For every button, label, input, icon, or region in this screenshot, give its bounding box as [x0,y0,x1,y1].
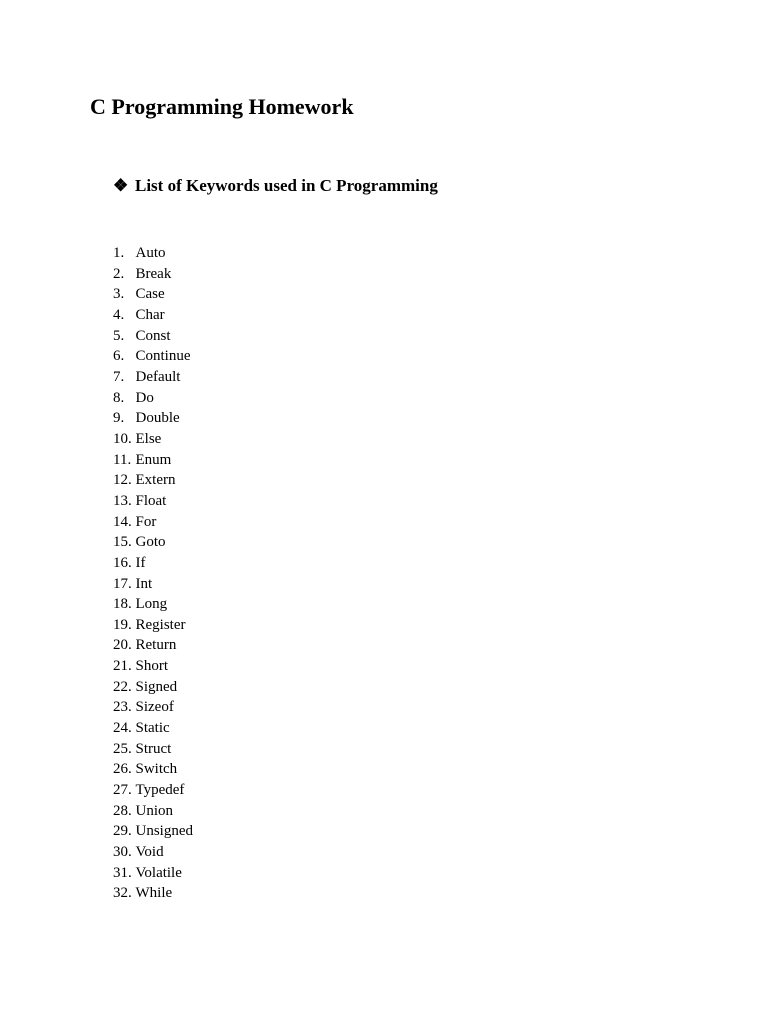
list-item-number: 21. [113,658,132,675]
list-item-number: 11. [113,451,132,468]
list-item [113,635,193,656]
list-item-number: 24. [113,720,132,737]
list-item-label: Struct [135,740,172,757]
list-item-label: Long [135,596,168,613]
list-item [113,574,193,595]
list-item-number: 18. [113,596,132,613]
list-item-label: Extern [135,472,176,489]
list-item-label: Unsigned [135,823,193,840]
list-item-label: Void [135,844,164,861]
diamond-bullet-icon: ❖ [113,176,129,195]
keyword-list [113,243,193,904]
list-item-label: Goto [135,534,166,551]
list-item [113,759,193,780]
list-item [113,697,193,718]
list-item-label: Switch [135,761,178,778]
list-item-label: Volatile [135,864,182,881]
list-item [113,821,193,842]
list-item-number: 9. [113,410,125,427]
list-item-number: 16. [113,554,132,571]
list-item [113,532,193,553]
list-item-number: 30. [113,844,132,861]
list-item [113,739,193,760]
list-item-label: Signed [135,678,178,695]
list-item-number: 1. [113,245,125,261]
list-item-label: Double [135,410,180,427]
list-item-number: 12. [113,472,132,489]
list-item-number: 32. [113,885,132,902]
list-item [113,243,193,264]
list-item-number: 20. [113,637,132,654]
list-item-label: Do [135,389,154,406]
list-item-label: Static [135,720,170,737]
section-heading-text: List of Keywords used in C Programming [135,176,438,195]
list-item [113,305,193,326]
list-item-number: 14. [113,513,132,530]
list-item-label: Typedef [135,782,185,799]
list-item-label: Const [135,327,171,344]
list-item-label: While [135,885,173,902]
list-item-label: For [135,513,157,530]
list-item [113,512,193,533]
list-item-number: 31. [113,864,132,881]
list-item [113,326,193,347]
list-item [113,408,193,429]
list-item-number: 19. [113,616,132,633]
list-item-number: 6. [113,348,125,365]
list-item-number: 27. [113,782,132,799]
list-item [113,594,193,615]
list-item-label: Break [135,265,172,282]
list-item-label: Int [135,575,153,592]
list-item-number: 25. [113,740,132,757]
list-item [113,284,193,305]
list-item [113,367,193,388]
list-item [113,615,193,636]
list-item-number: 15. [113,534,132,551]
list-item-number: 28. [113,802,132,819]
list-item-number: 13. [113,492,132,509]
list-item-label: Sizeof [135,699,174,716]
section-heading [113,174,438,198]
list-item-number: 4. [113,306,125,323]
list-item [113,801,193,822]
list-item [113,264,193,285]
list-item [113,656,193,677]
list-item-number: 5. [113,327,125,344]
list-item [113,388,193,409]
list-item-number: 7. [113,368,125,385]
list-item-number: 3. [113,286,125,303]
list-item [113,553,193,574]
list-item [113,429,193,450]
list-item-label: Else [135,430,162,447]
list-item-number: 2. [113,265,125,282]
list-item-label: Union [135,802,173,819]
list-item-number: 26. [113,761,132,778]
list-item-number: 29. [113,823,132,840]
list-item-label: Continue [135,348,191,365]
list-item-label: Return [135,637,177,654]
list-item [113,450,193,471]
list-item-number: 17. [113,575,132,592]
list-item-number: 10. [113,430,132,447]
list-item-label: Char [135,306,165,323]
list-item-label: If [135,554,146,571]
list-item-label: Float [135,492,167,509]
list-item-label: Case [135,286,165,303]
list-item [113,883,193,904]
list-item [113,491,193,512]
list-item-number: 22. [113,678,132,695]
list-item [113,863,193,884]
list-item [113,842,193,863]
list-item-label: Register [135,616,186,633]
list-item [113,780,193,801]
list-item-label: Default [135,368,181,385]
list-item-number: 8. [113,389,125,406]
list-item-number: 23. [113,699,132,716]
list-item-label: Auto [135,245,166,261]
list-item [113,470,193,491]
list-item [113,677,193,698]
list-item-label: Enum [135,451,172,468]
list-item [113,346,193,367]
page-title: C Programming Homework [90,94,354,119]
list-item-label: Short [135,658,169,675]
list-item [113,718,193,739]
